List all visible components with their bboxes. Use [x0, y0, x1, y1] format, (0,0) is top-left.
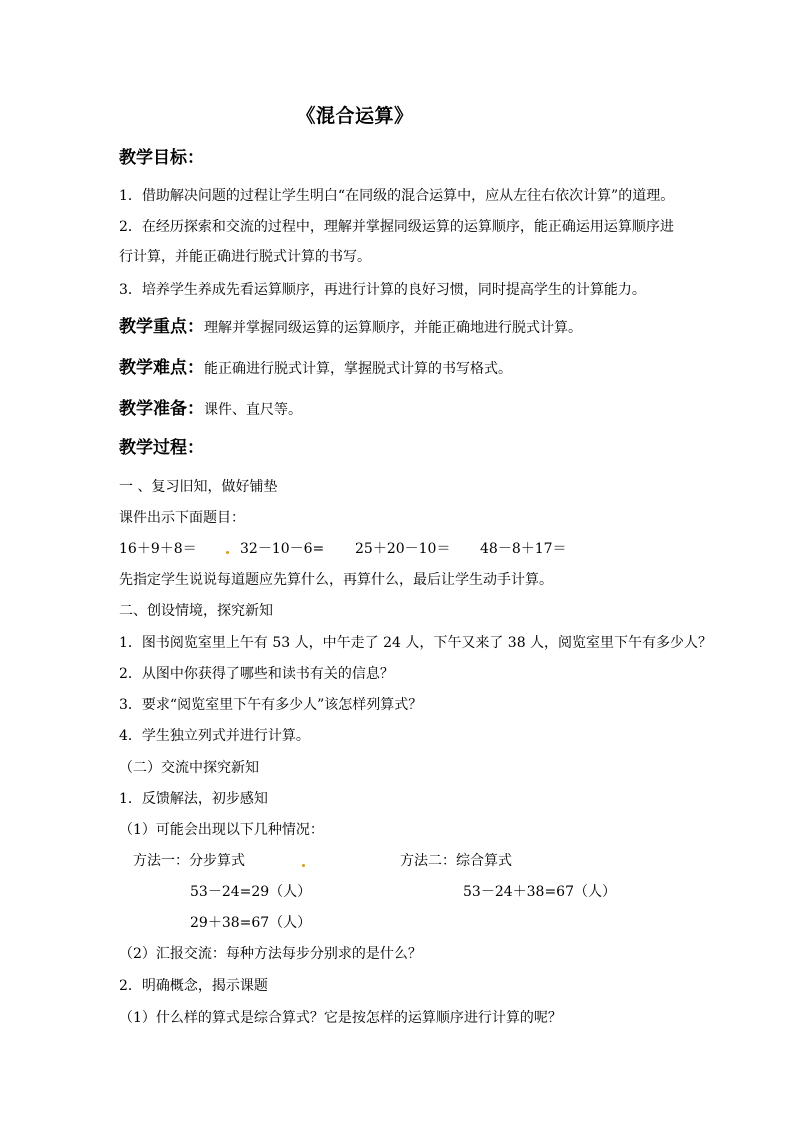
- key-point-label: 教学重点：: [119, 317, 204, 337]
- difficulty-label: 教学难点：: [119, 358, 204, 378]
- exercise-2: 32－10－6=: [240, 541, 325, 557]
- section2-item-2: 2．从图中你获得了哪些和读书有关的信息？: [119, 666, 394, 682]
- method1-step-1: 53－24=29（人）: [190, 884, 312, 900]
- review-title: 一 、复习旧知，做好铺垫: [119, 479, 278, 495]
- exercise-3: 25＋20－10＝: [355, 541, 451, 557]
- section2-title: 二、创设情境，探究新知: [119, 603, 273, 619]
- exercise-4: 48－8＋17＝: [480, 541, 567, 557]
- preparation-label: 教学准备：: [119, 399, 204, 419]
- section2-item-4: 4．学生独立列式并进行计算。: [119, 728, 310, 744]
- objective-item-2: 2．在经历探索和交流的过程中，理解并掌握同级运算的运算顺序，能正确运用运算顺序进: [119, 219, 674, 235]
- method1-step-2: 29＋38=67（人）: [190, 915, 312, 931]
- marker-dot: [302, 864, 305, 867]
- possible-cases: （1）可能会出现以下几种情况：: [119, 822, 324, 838]
- section2-item-3: 3．要求“阅览室里下午有多少人”该怎样列算式？: [119, 697, 423, 713]
- process-heading: 教学过程：: [119, 438, 204, 458]
- method2-expression: 53－24＋38=67（人）: [463, 884, 616, 900]
- method2-label: 方法二：综合算式: [400, 853, 512, 869]
- concept-title: 2．明确概念，揭示课题: [119, 978, 268, 994]
- document-title: 《混合运算》: [296, 105, 414, 127]
- difficulty-text: 能正确进行脱式计算，掌握脱式计算的书写格式。: [204, 361, 512, 377]
- report-line: （2）汇报交流：每种方法每步分别求的是什么？: [119, 946, 422, 962]
- section2-item-1: 1．图书阅览室里上午有 53 人，中午走了 24 人，下午又来了 38 人，阅览室里下午有多少人？: [119, 635, 713, 651]
- feedback-title: 1．反馈解法，初步感知: [119, 791, 268, 807]
- method1-label: 方法一：分步算式: [133, 853, 245, 869]
- objective-item-2-cont: 行计算，并能正确进行脱式计算的书写。: [119, 249, 371, 265]
- key-point-row: [119, 316, 582, 339]
- exercise-1: 16＋9＋8＝: [119, 541, 197, 557]
- preparation-row: [119, 398, 302, 421]
- objective-item-3: 3．培养学生养成先看运算顺序，再进行计算的良好习惯，同时提高学生的计算能力。: [119, 282, 646, 298]
- exchange-title: （二）交流中探究新知: [119, 760, 259, 776]
- marker-dot: [226, 551, 229, 554]
- objectives-heading: 教学目标：: [119, 148, 204, 168]
- review-intro: 课件出示下面题目：: [119, 510, 245, 526]
- difficulty-row: [119, 357, 512, 380]
- review-note: 先指定学生说说每道题应先算什么，再算什么，最后让学生动手计算。: [119, 572, 553, 588]
- objective-item-1: 1．借助解决问题的过程让学生明白“在同级的混合运算中，应从左往右依次计算”的道理。: [119, 188, 675, 204]
- preparation-text: 课件、直尺等。: [204, 402, 302, 418]
- key-point-text: 理解并掌握同级运算的运算顺序，并能正确地进行脱式计算。: [204, 320, 582, 336]
- question-line: （1）什么样的算式是综合算式？它是按怎样的运算顺序进行计算的呢？: [119, 1010, 562, 1026]
